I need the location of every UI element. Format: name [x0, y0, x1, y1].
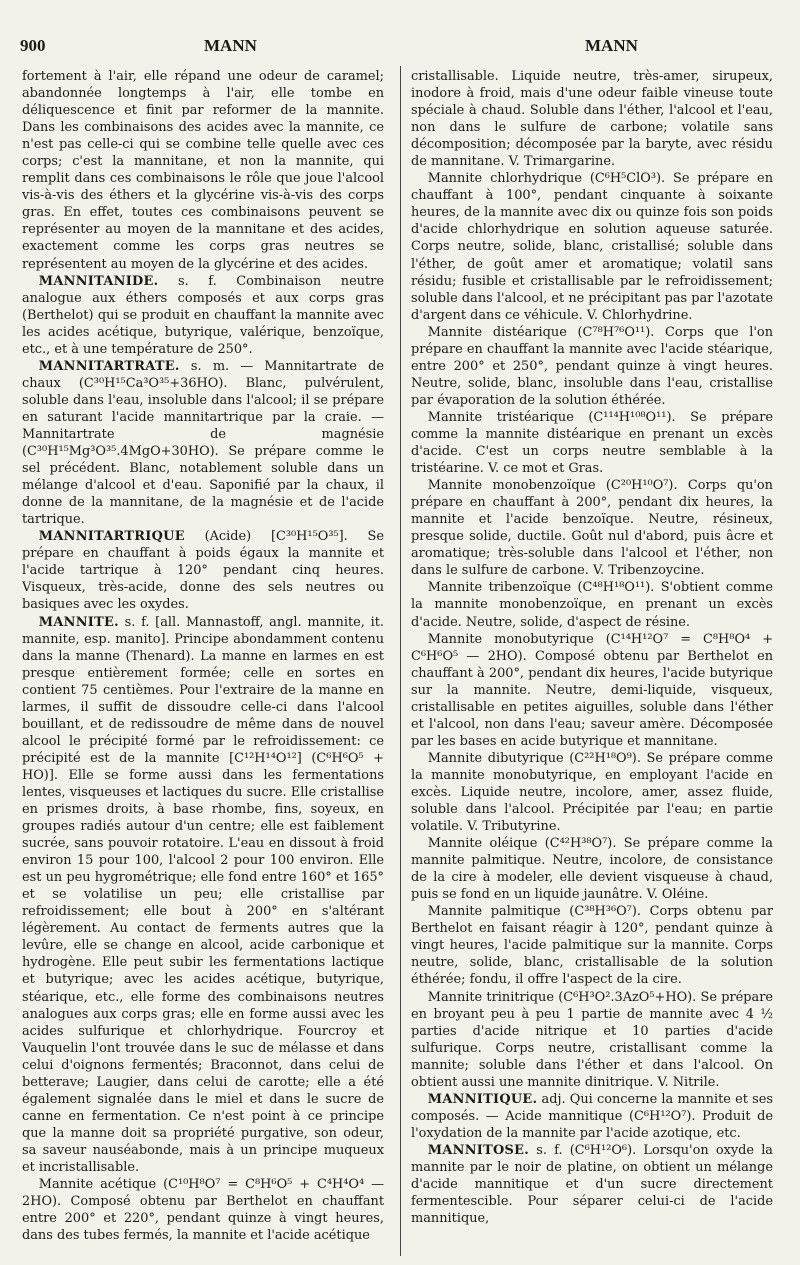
entry-text: (Acide) [C³⁰H¹⁵O³⁵]. Se prépare en chauffant à poids égaux la mannite et l'acide tartrique à 120° pendant cinq heures. Visqueux, très-acide, donne des sels neutres ou basiques avec les oxydes.: [22, 529, 384, 613]
right-column: [411, 68, 773, 1256]
right-running-head: MANN: [585, 36, 638, 55]
entry-mannitose: [411, 1142, 773, 1227]
subentry-mannite-trinitrique: Mannite trinitrique (C⁶H³O².3AzO⁵+HO). Se prépare en broyant peu à peu 1 partie de mannite avec 4 ½ parties d'acide nitrique et 10 parties d'acide sulfurique. Corps neutre, cristallisant comme la mannite; soluble dans l'éther et dans l'alcool. On obtient aussi une mannite dinitrique. V. Nitrile.: [411, 989, 773, 1090]
subentry-mannite-monobenzoique: Mannite monobenzoïque (C²⁰H¹⁰O⁷). Corps qu'on prépare en chauffant à 200°, pendant dix heures, la mannite et l'acide benzoïque. Neutre, résineux, presque solide, ductile. Goût nul d'abord, puis âcre et aromatique; très-soluble dans l'alcool et l'éther, non dans le sulfure de carbone. V. Tribenzoycine.: [411, 478, 773, 579]
entry-mannitartrique: [22, 528, 384, 613]
subentry-mannite-dibutyrique: Mannite dibutyrique (C²²H¹⁸O⁹). Se prépare comme la mannite monobutyrique, en employant l'acide en excès. Liquide neutre, incolore, amer, assez fluide, soluble dans l'alcool. Précipitée par l'eau; en partie volatile. V. Tributyrine.: [411, 750, 773, 835]
entry-text: s. m. — Mannitartrate de chaux (C³⁰H¹⁵Ca³O³⁵+36HO). Blanc, pulvérulent, soluble dans l'eau, insoluble dans l'alcool; il se prépare en saturant l'acide mannitartrique par la craie. — Mannitartrate de magnésie (C³⁰H¹⁵Mg³O³⁵.4MgO+30HO). Se prépare comme le sel précédent. Blanc, notablement soluble dans un mélange d'alcool et d'eau. Saponifié par la chaux, il donne de la mannitane, de la magnésie et de l'acide tartrique.: [22, 358, 384, 528]
entry-mannitique: [411, 1091, 773, 1142]
entry-mannite: [22, 614, 384, 1177]
entry-headword: MANNITARTRIQUE: [38, 529, 185, 545]
entry-mannitartrate: [22, 358, 384, 528]
subentry-mannite-acetique: Mannite acétique (C¹⁰H⁸O⁷ = C⁸H⁶O⁵ + C⁴H⁴O⁴ — 2HO). Composé obtenu par Berthelot en chauffant entre 200° et 220°, pendant quinze à vingt heures, dans des tubes fermés, la mannite et l'acide acétique: [22, 1177, 384, 1244]
paragraph: fortement à l'air, elle répand une odeur de caramel; abandonnée longtemps à l'air, elle tombe en déliquescence et finit par reformer de la mannite. Dans les combinaisons des acides avec la mannite, ce n'est pas celle-ci qui se combine telle quelle avec ces corps; c'est la mannitane, et non la mannite, qui remplit dans ces combinaisons le rôle que joue l'alcool vis-à-vis des éthers et la glycérine vis-à-vis des corps gras. En effet, toutes ces combinaisons peuvent se représenter au moyen de la mannitane et des acides, exactement comme les corps gras neutres se représentent au moyen de la glycérine et des acides.: [22, 69, 384, 272]
page-number: 900: [20, 36, 46, 55]
subentry-mannite-chlorhydrique: Mannite chlorhydrique (C⁶H⁵ClO³). Se prépare en chauffant à 100°, pendant cinquante à soixante heures, de la mannite avec dix ou quinze fois son poids d'acide chlorhydrique en solution aqueuse saturée. Corps neutre, solide, blanc, cristallisé; soluble dans l'éther, de goût amer et aromatique; volatil sans résidu; fusible et cristallisable par le refroidissement; soluble dans l'alcool, et ne précipitant pas par l'azotate d'argent dans ce véhicule. V. Chlorhydrine.: [411, 171, 773, 323]
column-divider: [400, 66, 401, 1256]
left-column: [22, 68, 384, 1256]
subentry-mannite-tribenzoique: Mannite tribenzoïque (C⁴⁸H¹⁸O¹¹). S'obtient comme la mannite monobenzoïque, en prenant un excès d'acide. Neutre, solide, d'aspect de résine.: [411, 580, 773, 630]
entry-text: s. f. Combinaison neutre analogue aux éthers composés et aux corps gras (Berthelot) qui se produit en chauffant la mannite avec les acides acétique, butyrique, valérique, benzoïque, etc., et à une température de 250°.: [22, 273, 384, 357]
left-running-head: MANN: [204, 36, 257, 55]
entry-text: s. f. [all. Mannastoff, angl. mannite, it. mannite, esp. manito]. Principe abondamment contenu dans la manne (Thenard). La manne en larmes en est presque entièrement formée; celle en sortes en contient 75 centièmes. Pour l'extraire de la manne en larmes, il suffit de dissoudre celle-ci dans l'alcool bouillant, et de redissoudre de même dans de nouvel alcool le précipité formé par le refroidissement: ce précipité est de la mannite [C¹²H¹⁴O¹²] (C⁶H⁶O⁵ + HO)]. Elle se forme aussi dans les fermentations lentes, visqueuses et lactiques du sucre. Elle cristallise en prismes droits, à base rhombe, fins, soyeux, en groupes radiés autour d'un centre; elle est faiblement sucrée, sans pouvoir rotatoire. L'eau en dissout à froid environ 15 pour 100, l'alcool 2 pour 100 environ. Elle est un peu hygrométrique; elle fond entre 160° et 165° et se volatilise un peu; elle cristallise par refroidissement; elle bout à 200° en s'altérant légèrement. Au contact de ferments autres que la levûre, elle se change en alcool, acide carbonique et hydrogène. Elle peut subir les fermentations lactique et butyrique; avec les acides acétique, butyrique, stéarique, etc., elle forme des combinaisons neutres analogues aux corps gras; elle en forme aussi avec les acides sulfurique et chlorhydrique. Fourcroy et Vauquelin l'ont trouvée dans le suc de mélasse et dans celui d'oignons fermentés; Braconnot, dans celui de betterave; Laugier, dans celui de carotte; elle a été également signalée dans le miel et dans le sucre de canne en fermentation. Ce n'est point à ce principe que la manne doit sa propriété purgative, son odeur, sa saveur nauséabonde, mais à un principe muqueux et incristallisable.: [22, 614, 384, 1175]
subentry-mannite-palmitique: Mannite palmitique (C³⁸H³⁶O⁷). Corps obtenu par Berthelot en faisant réagir à 120°, pendant quinze à vingt heures, l'acide palmitique sur la mannite. Corps neutre, solide, blanc, cristallisable de la solution éthérée; fondu, il offre l'aspect de la cire.: [411, 904, 773, 988]
entry-text: adj. Qui concerne la mannite et ses composés. — Acide mannitique (C⁶H¹²O⁷). Produit de l'oxydation de la mannite par l'acide azotique, etc.: [411, 1091, 773, 1141]
subentry-mannite-monobutyrique: Mannite monobutyrique (C¹⁴H¹²O⁷ = C⁸H⁸O⁴ + C⁶H⁶O⁵ — 2HO). Composé obtenu par Berthelot en chauffant à 200°, pendant dix heures, l'acide butyrique sur la mannite. Neutre, demi-liquide, visqueux, cristallisable en petites aiguilles, soluble dans l'éther et l'alcool, non dans l'eau; saveur amère. Décomposée par les bases en acide butyrique et mannitane.: [411, 631, 773, 749]
entry-headword: MANNITIQUE.: [427, 1091, 538, 1107]
subentry-mannite-tristearique: Mannite tristéarique (C¹¹⁴H¹⁰⁸O¹¹). Se prépare comme la mannite distéarique en prenant un excès d'acide. C'est un corps neutre semblable à la tristéarine. V. ce mot et Gras.: [411, 409, 773, 477]
page-header: [20, 36, 780, 60]
entry-headword: MANNITANIDE.: [38, 273, 159, 289]
subentry-mannite-distearique: Mannite distéarique (C⁷⁸H⁷⁶O¹¹). Corps que l'on prépare en chauffant la mannite avec l'acide stéarique, entre 200° et 250°, pendant quinze à vingt heures. Neutre, solide, blanc, insoluble dans l'eau, cristallise par évaporation de la solution éthérée.: [411, 324, 773, 408]
entry-headword: MANNITOSE.: [427, 1142, 530, 1158]
entry-mannitanide: [22, 273, 384, 358]
entry-text: s. f. (C⁶H¹²O⁶). Lorsqu'on oxyde la mannite par le noir de platine, on obtient un mélange d'acide mannitique et d'un sucre directement fermentescible. Pour séparer celui-ci de l'acide mannitique,: [411, 1142, 773, 1227]
paragraph: cristallisable. Liquide neutre, très-amer, sirupeux, inodore à froid, mais d'une odeur faible vineuse toute spéciale à chaud. Soluble dans l'éther, l'alcool et l'eau, non dans le sulfure de carbone; volatile sans décomposition; décomposée par la baryte, avec résidu de mannitane. V. Trimargarine.: [411, 69, 773, 170]
entry-headword: MANNITE.: [38, 614, 119, 630]
entry-headword: MANNITARTRATE.: [38, 358, 180, 374]
subentry-mannite-oleique: Mannite oléique (C⁴²H³⁸O⁷). Se prépare comme la mannite palmitique. Neutre, incolore, de consistance de la cire à modeler, elle devient visqueuse à chaud, puis se fond en un liquide jaunâtre. V. Oléine.: [411, 836, 773, 903]
